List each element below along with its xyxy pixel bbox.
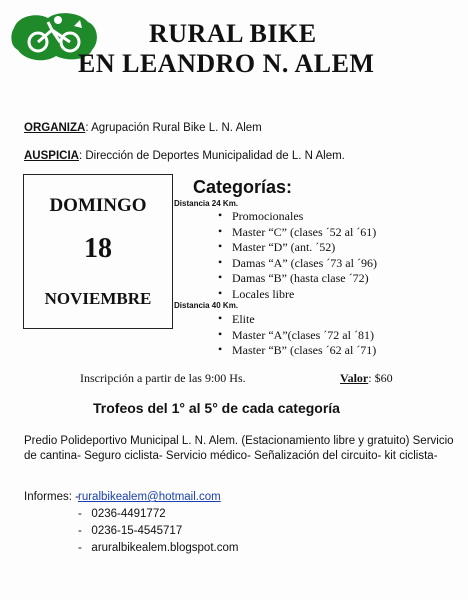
list-item: • Master “D” (ant. ´52)	[218, 240, 377, 256]
distance-24-label: Distancia 24 Km.	[174, 199, 239, 208]
inscripcion-text: Inscripción a partir de las 9:00 Hs.	[80, 371, 246, 385]
valor-line	[340, 371, 393, 386]
contact-list	[78, 491, 238, 559]
email-link[interactable]: ruralbikealem@hotmail.com	[78, 491, 221, 503]
list-item	[78, 491, 238, 508]
date-month: NOVIEMBRE	[44, 289, 152, 308]
list-item: - aruralbikealem.blogspot.com	[78, 542, 239, 554]
auspicia-line	[24, 150, 345, 162]
organiza-line	[24, 122, 262, 134]
auspicia-value: : Dirección de Deportes Municipalidad de L. N Alem.	[78, 150, 345, 162]
list-item: • Master “A”(clases ´72 al ´81)	[218, 328, 376, 344]
valor-value: : $60	[368, 371, 393, 385]
list-item: • Damas “B” (hasta clase ´72)	[218, 271, 377, 287]
list-item: • Master “B” (clases ´62 al ´71)	[218, 343, 376, 359]
list-item: • Master “C” (clases ´52 al ´61)	[218, 225, 377, 241]
phone-2: 0236-15-4545717	[91, 525, 183, 537]
blog-url: aruralbikealem.blogspot.com	[91, 542, 239, 554]
category-list-40km	[218, 312, 376, 359]
valor-label: Valor	[340, 371, 369, 385]
page-title-line1: RURAL BIKE	[149, 19, 317, 48]
list-item: - 0236-4491772	[78, 508, 166, 520]
organiza-label: ORGANIZA	[24, 122, 86, 134]
auspicia-label: AUSPICIA	[24, 150, 79, 162]
date-day: DOMINGO	[49, 195, 147, 216]
informes-label: Informes: -	[24, 491, 79, 503]
page-title-line2: EN LEANDRO N. ALEM	[78, 49, 375, 78]
categorias-title: Categorías:	[193, 177, 293, 197]
list-item: • Damas “A” (clases ´73 al ´96)	[218, 256, 377, 272]
predio-text: Predio Polideportivo Municipal L. N. Alem. (Estacionamiento libre y gratuito) Servicio de cantina- Seguro ciclista- Servicio médico- Señalización del circuito- kit ciclista-	[24, 435, 454, 462]
distance-40-label: Distancia 40 Km.	[174, 301, 239, 310]
phone-1: 0236-4491772	[91, 508, 166, 520]
category-list-24km	[218, 209, 377, 302]
date-number: 18	[84, 233, 112, 264]
list-item: • Promocionales	[218, 209, 377, 225]
date-box	[23, 174, 173, 329]
list-item: • Locales libre	[218, 287, 377, 303]
list-item: - 0236-15-4545717	[78, 525, 183, 537]
list-item: • Elite	[218, 312, 376, 328]
trofeos-text: Trofeos del 1° al 5° de cada categoría	[93, 400, 340, 416]
organiza-value: : Agrupación Rural Bike L. N. Alem	[85, 122, 262, 134]
